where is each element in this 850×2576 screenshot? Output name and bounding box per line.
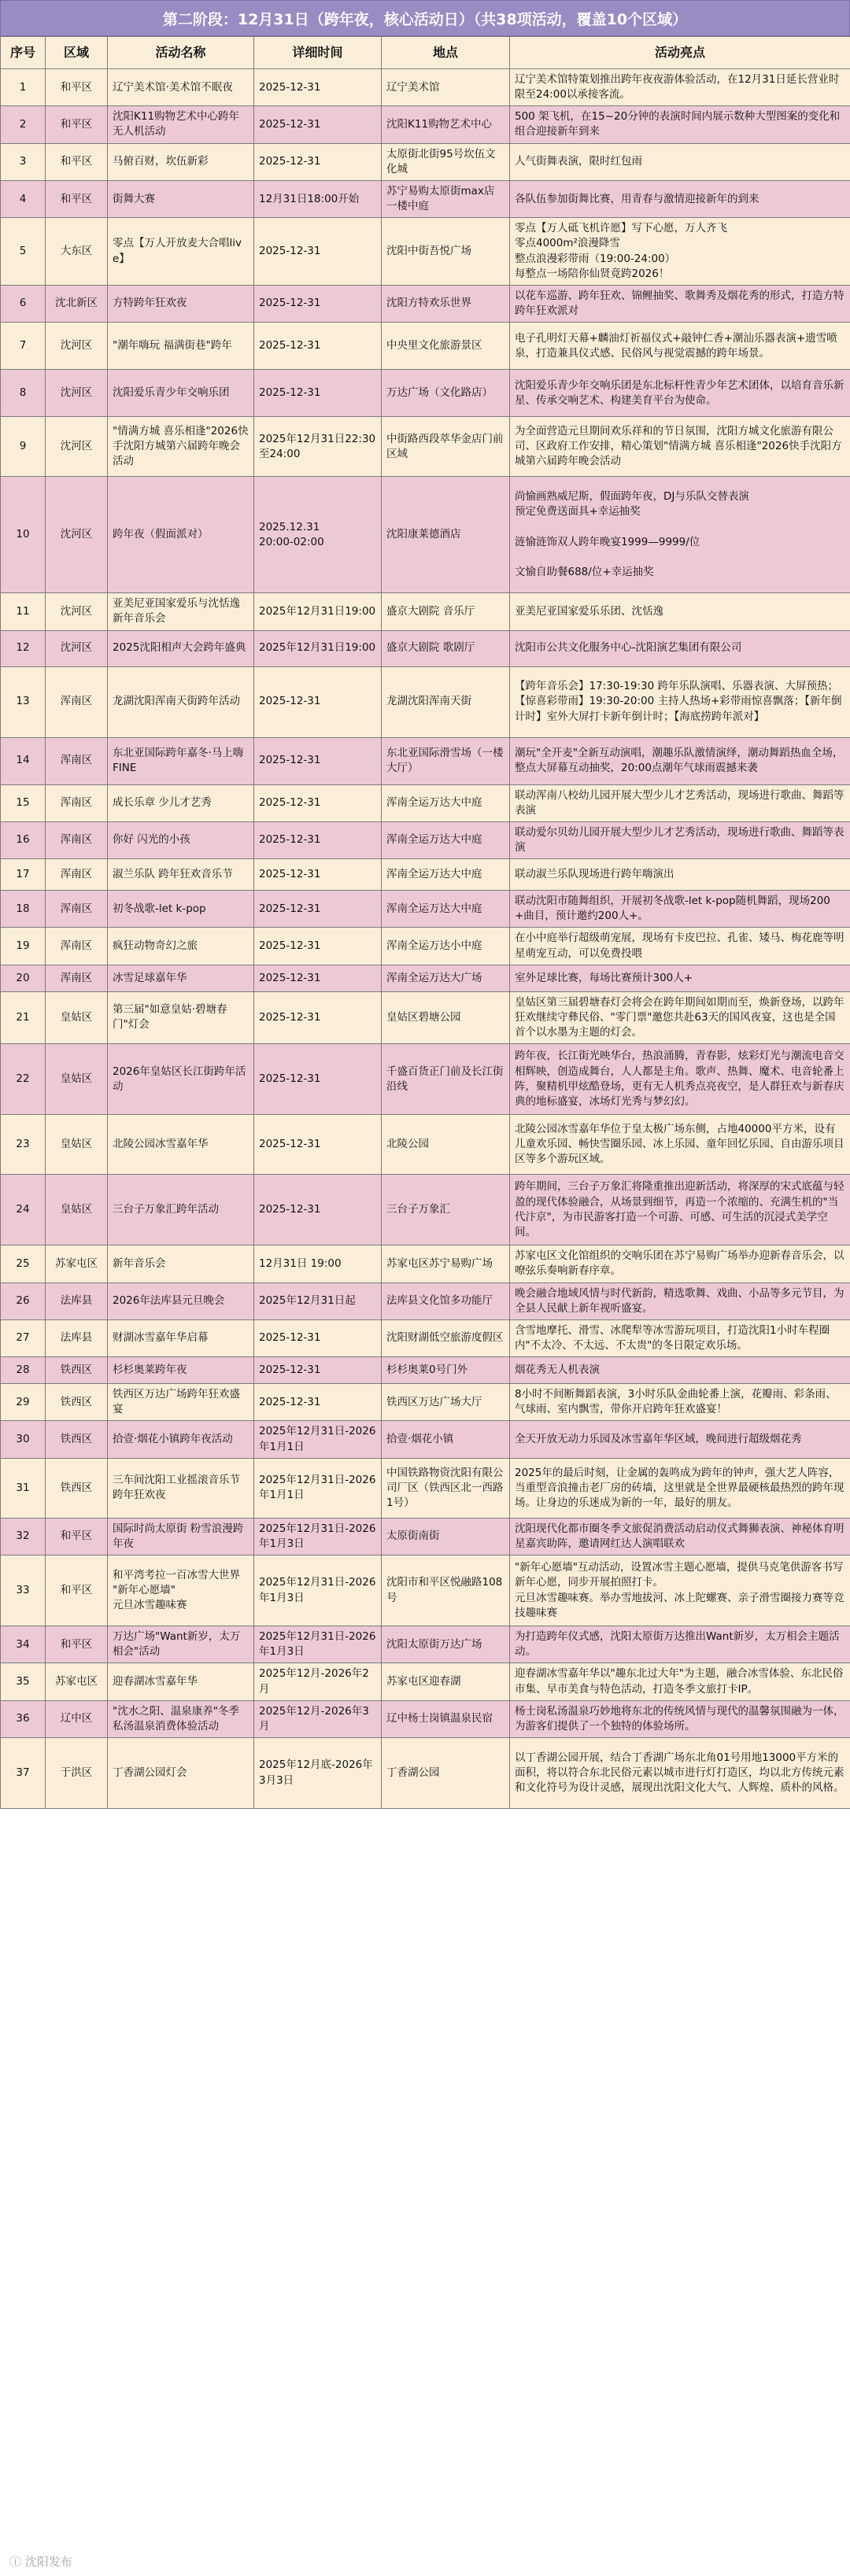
cell-index: 16 (1, 821, 46, 858)
cell-highlight: 零点【万人砥飞机许愿】写下心愿，万人齐飞 零点4000m²浪漫降雪 整点浪漫彩带雨（19:00-24:00） 每整点一场陪你仙贤竟跨2026！ (510, 218, 850, 286)
cell-location: 浑南全运万达大广场 (382, 965, 510, 991)
cell-highlight: 电子孔明灯天幕+麟油灯祈福仪式+敲钟仁香+潮汕乐器表演+遗雪喷泉，打造兼具仪式感、民俗风与视觉震撼的跨年场景。 (510, 323, 850, 370)
cell-index: 19 (1, 928, 46, 965)
table-row (1, 69, 850, 106)
cell-highlight: 晚会融合地域风情与时代新韵，精选歌舞、戏曲、小品等多元节目，为全县人民献上新年视听盛宴。 (510, 1282, 850, 1319)
cell-location: 辽宁美术馆 (382, 69, 510, 106)
table-row (1, 106, 850, 143)
table-row (1, 1700, 850, 1737)
cell-highlight: 联动淑兰乐队现场进行跨年嗨演出 (510, 859, 850, 891)
cell-activity-name: 铁西区万达广场跨年狂欢盛宴 (108, 1384, 254, 1421)
cell-location: 铁西区万达广场大厅 (382, 1384, 510, 1421)
header-activity-name: 活动名称 (108, 37, 254, 69)
cell-district: 和平区 (46, 1518, 108, 1555)
cell-time: 2025-12-31 (254, 370, 382, 417)
table-row (1, 630, 850, 666)
cell-activity-name: 三车间沈阳工业摇滚音乐节跨年狂欢夜 (108, 1458, 254, 1518)
cell-district: 铁西区 (46, 1357, 108, 1384)
cell-time: 2025年12月31日22:30至24:00 (254, 417, 382, 477)
cell-highlight: 潮玩"全开麦"全新互动演唱，潮趣乐队激情演绎，潮动舞蹈热血全场，整点大屏幕互动抽奖，20:00点潮年气球雨震撼来袭 (510, 737, 850, 784)
cell-time: 2025年12月-2026年3月 (254, 1700, 382, 1737)
cell-district: 沈河区 (46, 323, 108, 370)
cell-activity-name: 北陵公园冰雪嘉年华 (108, 1115, 254, 1175)
cell-highlight: 北陵公园冰雪嘉年华位于皇太极广场东侧，占地40000平方米，设有儿童欢乐园、畅快雪圈乐园、冰上乐园、童年回忆乐园、自由游乐项目区等多个游玩区域。 (510, 1115, 850, 1175)
cell-time: 2025年12月-2026年2月 (254, 1663, 382, 1700)
cell-time: 2025-12-31 (254, 285, 382, 322)
table-row (1, 1738, 850, 1809)
cell-location: 沈阳市和平区悦融路108号 (382, 1556, 510, 1626)
cell-time: 12月31日18:00开始 (254, 180, 382, 217)
cell-time: 2025-12-31 (254, 737, 382, 784)
cell-location: 三台子万象汇 (382, 1175, 510, 1246)
cell-highlight: 跨年夜，长江街光映华台，热浪涌腾，青春影，炫彩灯光与潮流电音交相辉映，创造成舞台，人人都是主角。歌声、热舞、魔术、电音轮番上阵，聚精机甲炫酷登场，更有无人机秀点亮夜空，是人群狂欢与新春庆典的地标盛宴，冰场灯光秀与梦幻幻。 (510, 1044, 850, 1115)
cell-highlight: 室外足球比赛，每场比赛预计300人+ (510, 965, 850, 991)
header-row (1, 37, 850, 69)
cell-activity-name: "情满方城 喜乐相逢"2026快手沈阳方城第六届跨年晚会活动 (108, 417, 254, 477)
cell-activity-name: 2025沈阳相声大会跨年盛典 (108, 630, 254, 666)
table-row (1, 1246, 850, 1282)
cell-district: 铁西区 (46, 1458, 108, 1518)
cell-location: 盛京大剧院 歌剧厅 (382, 630, 510, 666)
cell-activity-name: 方特跨年狂欢夜 (108, 285, 254, 322)
cell-time: 2025-12-31 (254, 1357, 382, 1384)
cell-district: 和平区 (46, 69, 108, 106)
cell-location: 北陵公园 (382, 1115, 510, 1175)
cell-location: 万达广场（文化路店） (382, 370, 510, 417)
table-row (1, 1115, 850, 1175)
table-row (1, 784, 850, 821)
cell-activity-name: 跨年夜（假面派对） (108, 477, 254, 593)
cell-index: 3 (1, 143, 46, 180)
cell-location: 沈阳财湖低空旅游度假区 (382, 1319, 510, 1356)
table-row (1, 593, 850, 630)
table-row (1, 1357, 850, 1384)
cell-highlight: 联动爱尔贝幼儿园开展大型少儿才艺秀活动，现场进行歌曲、舞蹈等表演 (510, 821, 850, 858)
cell-index: 24 (1, 1175, 46, 1246)
cell-location: 拾壹·烟花小镇 (382, 1421, 510, 1458)
table-row (1, 1663, 850, 1700)
cell-location: 中街路西段萃华金店门前区域 (382, 417, 510, 477)
table-row (1, 1175, 850, 1246)
table-row (1, 859, 850, 891)
table-row (1, 928, 850, 965)
cell-district: 皇姑区 (46, 1044, 108, 1115)
table-row (1, 965, 850, 991)
cell-index: 35 (1, 1663, 46, 1700)
cell-activity-name: 你好 闪光的小孩 (108, 821, 254, 858)
header-index: 序号 (1, 37, 46, 69)
cell-time: 2025年12月31日-2026年1月3日 (254, 1556, 382, 1626)
cell-district: 和平区 (46, 180, 108, 217)
stage-title: 第二阶段：12月31日（跨年夜，核心活动日）（共38项活动，覆盖10个区域） (0, 0, 850, 36)
header-highlights: 活动亮点 (510, 37, 850, 69)
cell-time: 2025-12-31 (254, 891, 382, 928)
cell-index: 14 (1, 737, 46, 784)
cell-highlight: 全天开放无动力乐园及冰雪嘉年华区域，晚间进行超级烟花秀 (510, 1421, 850, 1458)
cell-highlight: 【跨年音乐会】17:30-19:30 跨年乐队演唱、乐器表演、大屏预热；【惊喜彩带雨】19:30-20:00 主持人热场+彩带雨惊喜飘落；【新年倒计时】室外大屏打卡新年倒计时；【海底捞跨年派对】 (510, 666, 850, 737)
table-row (1, 477, 850, 593)
cell-time: 2025-12-31 (254, 218, 382, 286)
table-row (1, 323, 850, 370)
header-location: 地点 (382, 37, 510, 69)
cell-activity-name: 亚美尼亚国家爱乐与沈恬逸新年音乐会 (108, 593, 254, 630)
cell-index: 2 (1, 106, 46, 143)
cell-time: 2025-12-31 (254, 1175, 382, 1246)
cell-index: 9 (1, 417, 46, 477)
cell-location: 中央里文化旅游景区 (382, 323, 510, 370)
cell-highlight: 尚愉画熟威尼斯，假面跨年夜，DJ与乐队交替表演 预定免费送面具+幸运抽奖 涟愉涟饰双人跨年晚宴1999—9999/位 文愉自助餐688/位+幸运抽奖 (510, 477, 850, 593)
cell-time: 2025.12.31 20:00-02:00 (254, 477, 382, 593)
cell-time: 2025年12月31日19:00 (254, 630, 382, 666)
cell-index: 29 (1, 1384, 46, 1421)
cell-highlight: 以花车巡游、跨年狂欢、锦鲤抽奖、歌舞秀及烟花秀的形式，打造方特跨年狂欢派对 (510, 285, 850, 322)
cell-activity-name: 冰雪足球嘉年华 (108, 965, 254, 991)
cell-index: 31 (1, 1458, 46, 1518)
cell-highlight: 以丁香湖公园开展，结合丁香湖广场东北角01号用地13000平方米的面积，将以符合东北民俗元素以城市进行灯打造区，均以北方传统元素和文化符号为设计灵感，展现出沈阳文化大气、人辉煌、质朴的风格。 (510, 1738, 850, 1809)
cell-location: 沈阳康莱德酒店 (382, 477, 510, 593)
cell-index: 34 (1, 1626, 46, 1663)
cell-location: 浑南全运万达大中庭 (382, 891, 510, 928)
cell-activity-name: 财湖冰雪嘉年华启幕 (108, 1319, 254, 1356)
cell-activity-name: 拾壹·烟花小镇跨年夜活动 (108, 1421, 254, 1458)
cell-highlight: 含雪地摩托、滑雪、冰爬犁等冰雪游玩项目，打造沈阳1小时车程圈内"不太冷、不太远、不太贵"的冬日限定欢乐场。 (510, 1319, 850, 1356)
cell-district: 沈河区 (46, 593, 108, 630)
cell-index: 27 (1, 1319, 46, 1356)
cell-activity-name: 第三届"如意皇姑·碧塘春门"灯会 (108, 991, 254, 1043)
cell-highlight: 皇姑区第三届碧塘春灯会将会在跨年期间如期而至，焕新登场，以跨年狂欢继续守彝民俗、"零门票"邀您共赴63天的国风夜宴，这也是全国首个以水墨为主题的灯会。 (510, 991, 850, 1043)
cell-time: 2025-12-31 (254, 143, 382, 180)
cell-activity-name: 国际时尚太原街 粉雪浪漫跨年夜 (108, 1518, 254, 1555)
publisher-watermark (9, 2553, 72, 2570)
cell-district: 浑南区 (46, 891, 108, 928)
table-row (1, 1421, 850, 1458)
table-row (1, 891, 850, 928)
cell-time: 2025-12-31 (254, 1044, 382, 1115)
cell-location: 苏家屯区迎春湖 (382, 1663, 510, 1700)
cell-time: 2025-12-31 (254, 106, 382, 143)
cell-index: 20 (1, 965, 46, 991)
table-row (1, 285, 850, 322)
cell-highlight: 为全面营造元旦期间欢乐祥和的节日氛围，沈阳方城文化旅游有限公司、区政府工作安排，精心策划"情满方城 喜乐相逢"2026快手沈阳方城第六届跨年晚会活动 (510, 417, 850, 477)
cell-district: 和平区 (46, 1626, 108, 1663)
cell-index: 25 (1, 1246, 46, 1282)
cell-district: 皇姑区 (46, 1175, 108, 1246)
cell-activity-name: 马俯百财，坎伍新彩 (108, 143, 254, 180)
cell-highlight: 辽宁美术馆特策划推出跨年夜夜游体验活动，在12月31日延长营业时限至24:00以承接客流。 (510, 69, 850, 106)
cell-district: 沈河区 (46, 477, 108, 593)
cell-index: 13 (1, 666, 46, 737)
cell-index: 18 (1, 891, 46, 928)
cell-district: 辽中区 (46, 1700, 108, 1737)
cell-time: 2025年12月31日-2026年1月3日 (254, 1626, 382, 1663)
cell-location: 沈阳太原街万达广场 (382, 1626, 510, 1663)
cell-location: 太原街南街 (382, 1518, 510, 1555)
cell-activity-name: 沈阳K11购物艺术中心跨年无人机活动 (108, 106, 254, 143)
cell-district: 和平区 (46, 106, 108, 143)
cell-highlight: 各队伍参加街舞比赛，用青春与激情迎接新年的到来 (510, 180, 850, 217)
cell-district: 沈河区 (46, 370, 108, 417)
cell-activity-name: 龙湖沈阳浑南天街跨年活动 (108, 666, 254, 737)
watermark-text: ⓘ 沈阳发布 (9, 2555, 72, 2569)
cell-highlight: 8小时不间断舞蹈表演，3小时乐队金曲轮番上演，花瓣雨、彩条雨、气球雨、室内飘雪，带你开启跨年狂欢盛宴！ (510, 1384, 850, 1421)
cell-location: 苏宁易购太原街max店一楼中庭 (382, 180, 510, 217)
cell-index: 33 (1, 1556, 46, 1626)
cell-district: 铁西区 (46, 1421, 108, 1458)
cell-district: 浑南区 (46, 737, 108, 784)
cell-activity-name: 丁香湖公园灯会 (108, 1738, 254, 1809)
cell-index: 7 (1, 323, 46, 370)
cell-time: 2025年12月底-2026年3月3日 (254, 1738, 382, 1809)
table-row (1, 1458, 850, 1518)
cell-time: 2025年12月31日起 (254, 1282, 382, 1319)
cell-highlight: 烟花秀无人机表演 (510, 1357, 850, 1384)
cell-district: 皇姑区 (46, 1115, 108, 1175)
cell-time: 12月31日 19:00 (254, 1246, 382, 1282)
cell-highlight: 沈阳爱乐青少年交响乐团是东北标杆性青少年艺术团体，以培育音乐新星、传承交响艺术、构建美育平台为使命。 (510, 370, 850, 417)
cell-index: 37 (1, 1738, 46, 1809)
cell-location: 沈阳中街吾悦广场 (382, 218, 510, 286)
cell-activity-name: "沈水之阳、温泉康养"冬季私汤温泉消费体验活动 (108, 1700, 254, 1737)
table-row (1, 1282, 850, 1319)
cell-activity-name: 和平湾考拉一百冰雪大世界 "新年心愿墙" 元旦冰雪趣味赛 (108, 1556, 254, 1626)
table-row (1, 218, 850, 286)
cell-time: 2025-12-31 (254, 821, 382, 858)
cell-location: 辽中杨士岗镇温泉民宿 (382, 1700, 510, 1737)
cell-location: 浑南全运万达大中庭 (382, 859, 510, 891)
table-row (1, 143, 850, 180)
cell-index: 21 (1, 991, 46, 1043)
cell-highlight: 人气街舞表演，限时红包雨 (510, 143, 850, 180)
cell-district: 法库县 (46, 1319, 108, 1356)
cell-activity-name: 沈阳爱乐青少年交响乐团 (108, 370, 254, 417)
table-row (1, 370, 850, 417)
cell-highlight: 500 架飞机，在15~20分钟的表演时间内展示数种大型图案的变化和组合迎接新年到来 (510, 106, 850, 143)
table-row (1, 821, 850, 858)
cell-highlight: 在小中庭举行超级萌宠展，现场有卡皮巴拉、孔雀、矮马、梅花鹿等明星萌宠互动，可以免费投喂 (510, 928, 850, 965)
cell-highlight: 跨年期间，三台子万象汇将隆重推出迎新活动，将深厚的宋式底蕴与轻盈的现代体验融合，从场景到细节，再造一个浓缩的、充满生机的"当代汴京"，为市民游客打造一个可游、可感、可生活的沉浸式美学空间。 (510, 1175, 850, 1246)
cell-location: 东北亚国际滑雪场（一楼大厅） (382, 737, 510, 784)
cell-district: 于洪区 (46, 1738, 108, 1809)
cell-index: 30 (1, 1421, 46, 1458)
cell-highlight: 迎春湖冰雪嘉年华以"趣东北过大年"为主题，融合冰雪体验、东北民俗市集、早市美食与特色活动，打造冬季文旅打卡IP。 (510, 1663, 850, 1700)
cell-district: 苏家屯区 (46, 1246, 108, 1282)
cell-location: 法库县文化馆多功能厅 (382, 1282, 510, 1319)
cell-index: 36 (1, 1700, 46, 1737)
cell-highlight: 沈阳现代化都市圈冬季文旅促消费活动启动仪式舞狮表演、神秘体育明星嘉宾助阵，邀请网红达人演唱联欢 (510, 1518, 850, 1555)
cell-location: 苏家屯区苏宁易购广场 (382, 1246, 510, 1282)
table-row (1, 180, 850, 217)
cell-time: 2025-12-31 (254, 69, 382, 106)
cell-activity-name: 杉杉奥莱跨年夜 (108, 1357, 254, 1384)
cell-index: 22 (1, 1044, 46, 1115)
table-body (1, 69, 850, 1809)
cell-time: 2025-12-31 (254, 928, 382, 965)
cell-time: 2025-12-31 (254, 666, 382, 737)
table-row (1, 417, 850, 477)
table-row (1, 1518, 850, 1555)
header-detailed-time: 详细时间 (254, 37, 382, 69)
cell-activity-name: 疯狂动物奇幻之旅 (108, 928, 254, 965)
events-table (0, 36, 850, 1809)
cell-index: 28 (1, 1357, 46, 1384)
cell-district: 和平区 (46, 143, 108, 180)
cell-index: 8 (1, 370, 46, 417)
cell-location: 龙湖沈阳浑南天街 (382, 666, 510, 737)
cell-highlight: 亚美尼亚国家爱乐乐团、沈恬逸 (510, 593, 850, 630)
cell-district: 沈北新区 (46, 285, 108, 322)
cell-time: 2025年12月31日-2026年1月3日 (254, 1518, 382, 1555)
cell-location: 太原街北街95号坎伍文化城 (382, 143, 510, 180)
cell-district: 铁西区 (46, 1384, 108, 1421)
cell-time: 2025-12-31 (254, 1384, 382, 1421)
cell-district: 大东区 (46, 218, 108, 286)
cell-index: 6 (1, 285, 46, 322)
cell-time: 2025-12-31 (254, 991, 382, 1043)
cell-index: 1 (1, 69, 46, 106)
cell-time: 2025年12月31日-2026年1月1日 (254, 1458, 382, 1518)
cell-index: 4 (1, 180, 46, 217)
table-row (1, 1556, 850, 1626)
cell-district: 法库县 (46, 1282, 108, 1319)
cell-location: 沈阳方特欢乐世界 (382, 285, 510, 322)
cell-index: 10 (1, 477, 46, 593)
cell-highlight: 为打造跨年仪式感，沈阳太原街万达推出Want新岁，太万相会主题活动。 (510, 1626, 850, 1663)
table-row (1, 1384, 850, 1421)
cell-highlight: 苏家屯区文化馆组织的交响乐团在苏宁易购广场举办迎新春音乐会，以嘹弦乐奏响新春序章。 (510, 1246, 850, 1282)
cell-activity-name: 辽宁美术馆·美术馆不眠夜 (108, 69, 254, 106)
cell-district: 浑南区 (46, 666, 108, 737)
cell-location: 千盛百货正门前及长江街沿线 (382, 1044, 510, 1115)
cell-index: 5 (1, 218, 46, 286)
cell-time: 2025-12-31 (254, 1319, 382, 1356)
cell-district: 浑南区 (46, 859, 108, 891)
cell-district: 浑南区 (46, 821, 108, 858)
table-row (1, 1044, 850, 1115)
cell-time: 2025-12-31 (254, 965, 382, 991)
cell-location: 皇姑区碧塘公园 (382, 991, 510, 1043)
header-district: 区域 (46, 37, 108, 69)
cell-location: 浑南全运万达小中庭 (382, 928, 510, 965)
cell-index: 23 (1, 1115, 46, 1175)
cell-highlight: 联动沈阳市随舞组织，开展初冬战歌-let k-pop随机舞蹈，现场200+曲目，预计邀约200人+。 (510, 891, 850, 928)
table-row (1, 666, 850, 737)
cell-time: 2025-12-31 (254, 859, 382, 891)
cell-activity-name: 新年音乐会 (108, 1246, 254, 1282)
cell-highlight: 杨士岗私汤温泉巧妙地将东北的传统风情与现代的温馨氛围融为一体，为游客们提供了一个独特的体验场所。 (510, 1700, 850, 1737)
cell-index: 32 (1, 1518, 46, 1555)
cell-district: 和平区 (46, 1556, 108, 1626)
cell-district: 皇姑区 (46, 991, 108, 1043)
cell-time: 2025年12月31日-2026年1月1日 (254, 1421, 382, 1458)
cell-district: 沈河区 (46, 417, 108, 477)
cell-time: 2025-12-31 (254, 1115, 382, 1175)
table-row (1, 737, 850, 784)
cell-index: 12 (1, 630, 46, 666)
table-row (1, 1626, 850, 1663)
cell-highlight: "新年心愿墙"互动活动，设置冰雪主题心愿墙，提供马克笔供游客书写新年心愿，同步开展拍照打卡。 元旦冰雪趣味赛。举办雪地拔河、冰上陀螺赛、亲子滑雪圈接力赛等竞技趣味赛 (510, 1556, 850, 1626)
cell-activity-name: 淑兰乐队 跨年狂欢音乐节 (108, 859, 254, 891)
cell-location: 盛京大剧院 音乐厅 (382, 593, 510, 630)
cell-activity-name: "潮年嗨玩 福满街巷"跨年 (108, 323, 254, 370)
cell-district: 沈河区 (46, 630, 108, 666)
cell-activity-name: 东北亚国际跨年嘉冬·马上嗨FINE (108, 737, 254, 784)
cell-location: 中国铁路物资沈阳有限公司厂区（铁西区北一西路1号） (382, 1458, 510, 1518)
cell-time: 2025-12-31 (254, 323, 382, 370)
cell-location: 浑南全运万达大中庭 (382, 784, 510, 821)
cell-activity-name: 三台子万象汇跨年活动 (108, 1175, 254, 1246)
cell-activity-name: 街舞大赛 (108, 180, 254, 217)
cell-index: 11 (1, 593, 46, 630)
cell-index: 17 (1, 859, 46, 891)
cell-highlight: 2025年的最后时刻，让金属的轰鸣成为跨年的钟声，强大艺人阵容，当重型音浪撞击老厂房的砖墙，这里就是全世界最硬核最热烈的跨年现场。让身边的乐迷成为新的一年，最好的朋友。 (510, 1458, 850, 1518)
cell-location: 浑南全运万达大中庭 (382, 821, 510, 858)
cell-district: 苏家屯区 (46, 1663, 108, 1700)
cell-location: 杉杉奥莱0号门外 (382, 1357, 510, 1384)
table-row (1, 1319, 850, 1356)
cell-time: 2025-12-31 (254, 784, 382, 821)
cell-district: 浑南区 (46, 928, 108, 965)
cell-activity-name: 零点【万人开放麦大合唱live】 (108, 218, 254, 286)
cell-district: 浑南区 (46, 965, 108, 991)
table-row (1, 991, 850, 1043)
cell-activity-name: 2026年法库县元旦晚会 (108, 1282, 254, 1319)
cell-time: 2025年12月31日19:00 (254, 593, 382, 630)
cell-activity-name: 万达广场"Want新岁，太万相会"活动 (108, 1626, 254, 1663)
cell-activity-name: 迎春湖冰雪嘉年华 (108, 1663, 254, 1700)
cell-activity-name: 2026年皇姑区长江街跨年活动 (108, 1044, 254, 1115)
cell-index: 26 (1, 1282, 46, 1319)
cell-location: 沈阳K11购物艺术中心 (382, 106, 510, 143)
cell-district: 浑南区 (46, 784, 108, 821)
cell-location: 丁香湖公园 (382, 1738, 510, 1809)
cell-activity-name: 初冬战歌-let k-pop (108, 891, 254, 928)
cell-highlight: 沈阳市公共文化服务中心-沈阳演艺集团有限公司 (510, 630, 850, 666)
cell-activity-name: 成长乐章 少儿才艺秀 (108, 784, 254, 821)
cell-highlight: 联动浑南八校幼儿园开展大型少儿才艺秀活动，现场进行歌曲、舞蹈等表演 (510, 784, 850, 821)
cell-index: 15 (1, 784, 46, 821)
